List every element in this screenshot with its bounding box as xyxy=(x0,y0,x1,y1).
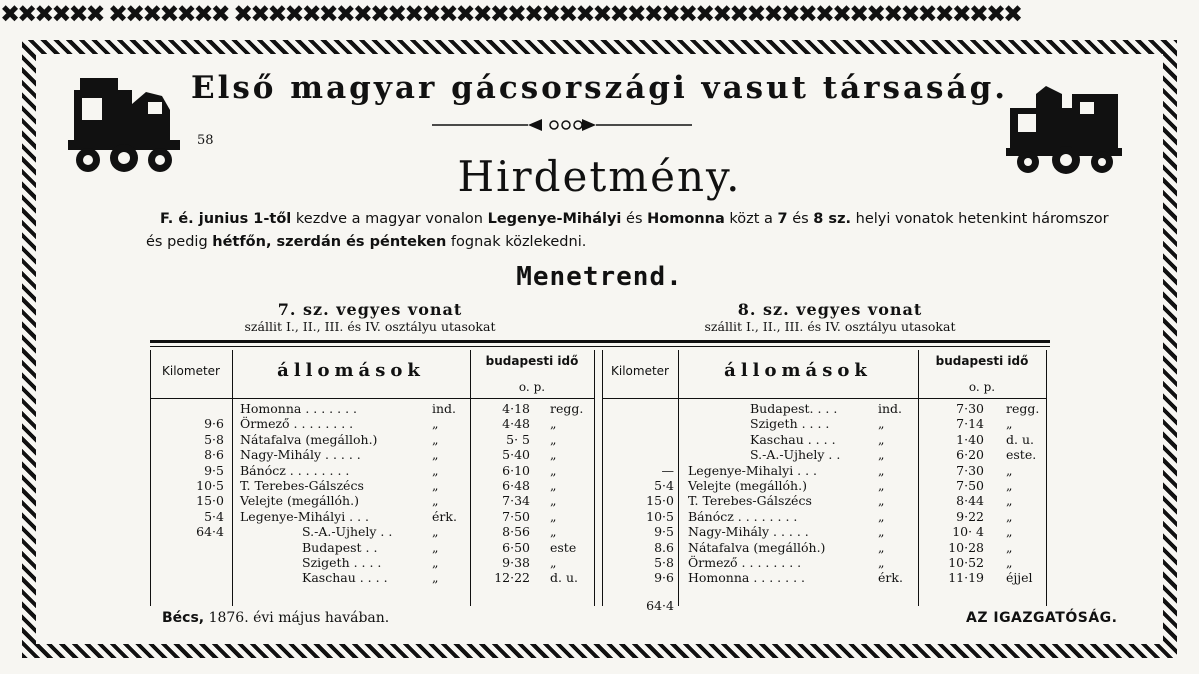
table-top-rule-thin xyxy=(150,346,1050,347)
row-time: 10·28 xyxy=(948,539,984,555)
row-station: Velejte (megállóh.) xyxy=(688,478,807,493)
row-station: Homonna . . . . . . . xyxy=(240,401,357,416)
left-train-classes: szállit I., II., III. és IV. osztályu utasokat xyxy=(244,319,496,334)
row-km: 9·5 xyxy=(204,462,224,478)
row-km: 8.6 xyxy=(654,539,674,555)
row-time: 6·20 xyxy=(956,447,984,463)
notice-date: F. é. junius 1-től xyxy=(160,211,292,227)
row-time: 5· 5 xyxy=(506,431,530,447)
row-time: 11·19 xyxy=(948,570,984,586)
table-line xyxy=(232,350,233,606)
row-time: 6·48 xyxy=(502,478,530,493)
right-train-classes: szállit I., II., III. és IV. osztályu utasokat xyxy=(704,319,956,334)
row-mark: „ xyxy=(432,493,439,509)
row-station: Budapest . . xyxy=(302,539,378,555)
row-mark: „ xyxy=(432,570,439,586)
row-time: 9·22 xyxy=(956,508,984,524)
row-station: Legenye-Mihalyi . . . xyxy=(688,462,818,478)
notice-part: és xyxy=(621,211,648,227)
row-station: Nagy-Mihály . . . . . xyxy=(240,447,361,463)
footer-place: Bécs, xyxy=(162,610,205,626)
row-time: 10·52 xyxy=(948,555,984,570)
row-mark: „ xyxy=(878,462,885,478)
row-km: 8·6 xyxy=(204,447,224,463)
schedule-title: Menetrend. xyxy=(516,262,683,292)
row-km: 15·0 xyxy=(196,493,224,509)
row-note: d. u. xyxy=(550,570,578,586)
row-mark: „ xyxy=(878,416,885,432)
notice-heading: Hirdetmény. xyxy=(457,152,742,201)
ornament-divider xyxy=(432,117,692,133)
row-mark: „ xyxy=(432,447,439,463)
notice-days: hétfőn, szerdán és pénteken xyxy=(212,234,447,250)
row-note: „ xyxy=(550,462,557,478)
notice-part: kezdve a magyar vonalon xyxy=(291,211,488,227)
row-km: 9·6 xyxy=(654,570,674,586)
row-km: — xyxy=(661,462,674,478)
right-train-name: 8. sz. vegyes vonat xyxy=(737,300,923,319)
row-station: Legenye-Mihályi . . . xyxy=(240,508,370,524)
notice-part: helyi vonatok hetenkint háromszor és pedig xyxy=(146,211,1109,250)
row-mark: „ xyxy=(432,478,439,493)
row-station: Budapest. . . . xyxy=(750,401,838,416)
row-station: Kaschau . . . . xyxy=(302,570,388,586)
row-km: 5·4 xyxy=(654,478,674,493)
row-mark: „ xyxy=(432,462,439,478)
row-mark: „ xyxy=(432,524,439,540)
row-note: „ xyxy=(1006,493,1013,509)
notice-station-homonna: Homonna xyxy=(647,211,725,227)
row-station: Velejte (megállóh.) xyxy=(240,493,359,509)
row-note: „ xyxy=(550,524,557,540)
row-station: T. Terebes-Gálszécs xyxy=(688,493,812,509)
table-line xyxy=(594,350,595,606)
row-time: 4·48 xyxy=(502,416,530,432)
row-km: 9·6 xyxy=(204,416,224,432)
row-note: regg. xyxy=(1006,401,1040,416)
left-train-name: 7. sz. vegyes vonat xyxy=(277,300,463,319)
row-mark: „ xyxy=(878,555,885,570)
left-time-subheader: o. p. xyxy=(518,380,546,394)
row-note: „ xyxy=(550,508,557,524)
row-mark: érk. xyxy=(878,570,903,586)
top-border-band: ✖✖✖✖✖✖ ✖✖✖✖✖✖✖ ✖✖✖✖✖✖✖✖✖✖✖✖✖✖✖✖✖✖✖✖✖✖✖✖✖✖✖✖✖✖✖✖✖✖✖✖✖✖✖✖✖✖✖✖✖✖ xyxy=(0,0,1021,28)
row-note: d. u. xyxy=(1006,431,1034,447)
footer-place-date xyxy=(162,610,389,626)
row-mark: „ xyxy=(878,431,885,447)
row-time: 6·50 xyxy=(502,539,530,555)
row-mark: ind. xyxy=(878,401,903,416)
left-km-header: Kilometer xyxy=(162,364,220,378)
row-mark: „ xyxy=(432,416,439,432)
row-km: 10·5 xyxy=(196,478,224,493)
row-mark: „ xyxy=(878,493,885,509)
right-time-header: budapesti idő xyxy=(935,354,1029,368)
row-station: Nagy-Mihály . . . . . xyxy=(688,524,809,540)
right-stations-header: állomások xyxy=(724,360,872,381)
row-note: „ xyxy=(550,493,557,509)
row-mark: „ xyxy=(432,539,439,555)
row-time: 12·22 xyxy=(494,570,530,586)
row-station: Örmező . . . . . . . . xyxy=(240,416,354,432)
row-mark: „ xyxy=(878,508,885,524)
row-note: regg. xyxy=(550,401,584,416)
row-station: Szigeth . . . . xyxy=(750,416,830,432)
row-note: „ xyxy=(1006,462,1013,478)
notice-train-8: 8 sz. xyxy=(813,211,852,227)
row-station: S.-A.-Ujhely . . xyxy=(750,447,841,463)
footer-date: 1876. évi május havában. xyxy=(204,610,390,626)
row-station: T. Terebes-Gálszécs xyxy=(240,478,364,493)
row-note: „ xyxy=(550,416,557,432)
company-title: Első magyar gácsországi vasut társaság. xyxy=(190,70,1009,106)
row-time: 7·34 xyxy=(502,493,530,509)
row-note: „ xyxy=(1006,539,1013,555)
row-time: 8·44 xyxy=(956,493,984,509)
notice-train-7: 7 xyxy=(777,211,788,227)
row-station: Bánócz . . . . . . . . xyxy=(240,462,350,478)
page-number: 58 xyxy=(197,133,214,148)
row-station: Kaschau . . . . xyxy=(750,431,836,447)
row-station: Homonna . . . . . . . xyxy=(688,570,805,586)
row-time: 10· 4 xyxy=(952,524,984,540)
row-km: 5·4 xyxy=(204,508,224,524)
row-mark: „ xyxy=(878,524,885,540)
notice-part: és xyxy=(787,211,814,227)
row-station: Bánócz . . . . . . . . xyxy=(688,508,798,524)
row-note: „ xyxy=(550,447,557,463)
row-station: Nátafalva (megálloh.) xyxy=(240,431,378,447)
right-time-subheader: o. p. xyxy=(968,380,996,394)
row-time: 7·50 xyxy=(956,478,984,493)
right-train-header xyxy=(640,300,1020,334)
row-mark: „ xyxy=(878,447,885,463)
notice-text xyxy=(146,208,1126,254)
row-note: este. xyxy=(1006,447,1037,463)
row-time: 7·50 xyxy=(502,508,530,524)
row-km: 64·4 xyxy=(196,524,224,540)
row-note: „ xyxy=(550,431,557,447)
row-note: „ xyxy=(550,478,557,493)
row-km: 15·0 xyxy=(646,493,674,509)
left-stations-header: állomások xyxy=(277,360,425,381)
left-train-header xyxy=(190,300,550,334)
row-note: „ xyxy=(550,555,557,570)
row-km: 9·5 xyxy=(654,524,674,540)
row-station: Örmező . . . . . . . . xyxy=(688,555,802,570)
row-mark: „ xyxy=(878,478,885,493)
row-mark: érk. xyxy=(432,508,457,524)
table-line xyxy=(1046,350,1047,606)
notice-part: fognak közlekedni. xyxy=(446,234,587,250)
table-header-rule xyxy=(602,398,1046,399)
row-time: 7·30 xyxy=(956,462,984,478)
row-time: 7·30 xyxy=(956,401,984,416)
left-time-header: budapesti idő xyxy=(485,354,579,368)
table-header-rule xyxy=(150,398,594,399)
row-note: este xyxy=(550,539,577,555)
right-total-km: 64·4 xyxy=(646,598,674,613)
row-time: 7·14 xyxy=(956,416,984,432)
row-note: „ xyxy=(1006,508,1013,524)
row-note: éjjel xyxy=(1006,570,1033,586)
right-km-header: Kilometer xyxy=(611,364,669,378)
row-time: 5·40 xyxy=(502,447,530,463)
table-line xyxy=(678,350,679,606)
row-km: 10·5 xyxy=(646,508,674,524)
row-station: Szigeth . . . . xyxy=(302,555,382,570)
row-station: S.-A.-Ujhely . . xyxy=(302,524,393,540)
row-time: 4·18 xyxy=(502,401,530,416)
row-note: „ xyxy=(1006,478,1013,493)
row-note: „ xyxy=(1006,555,1013,570)
row-time: 6·10 xyxy=(502,462,530,478)
row-station: Nátafalva (megállóh.) xyxy=(688,539,826,555)
footer-signature: AZ IGAZGATÓSÁG. xyxy=(966,610,1118,626)
row-mark: „ xyxy=(878,539,885,555)
row-time: 8·56 xyxy=(502,524,530,540)
row-mark: ind. xyxy=(432,401,457,416)
row-time: 1·40 xyxy=(956,431,984,447)
row-mark: „ xyxy=(432,431,439,447)
table-top-rule xyxy=(150,340,1050,343)
row-time: 9·38 xyxy=(502,555,530,570)
notice-station-legenye: Legenye-Mihályi xyxy=(487,211,622,227)
row-note: „ xyxy=(1006,524,1013,540)
row-note: „ xyxy=(1006,416,1013,432)
row-mark: „ xyxy=(432,555,439,570)
row-km: 5·8 xyxy=(204,431,224,447)
row-km: 5·8 xyxy=(654,555,674,570)
notice-part: közt a xyxy=(724,211,778,227)
